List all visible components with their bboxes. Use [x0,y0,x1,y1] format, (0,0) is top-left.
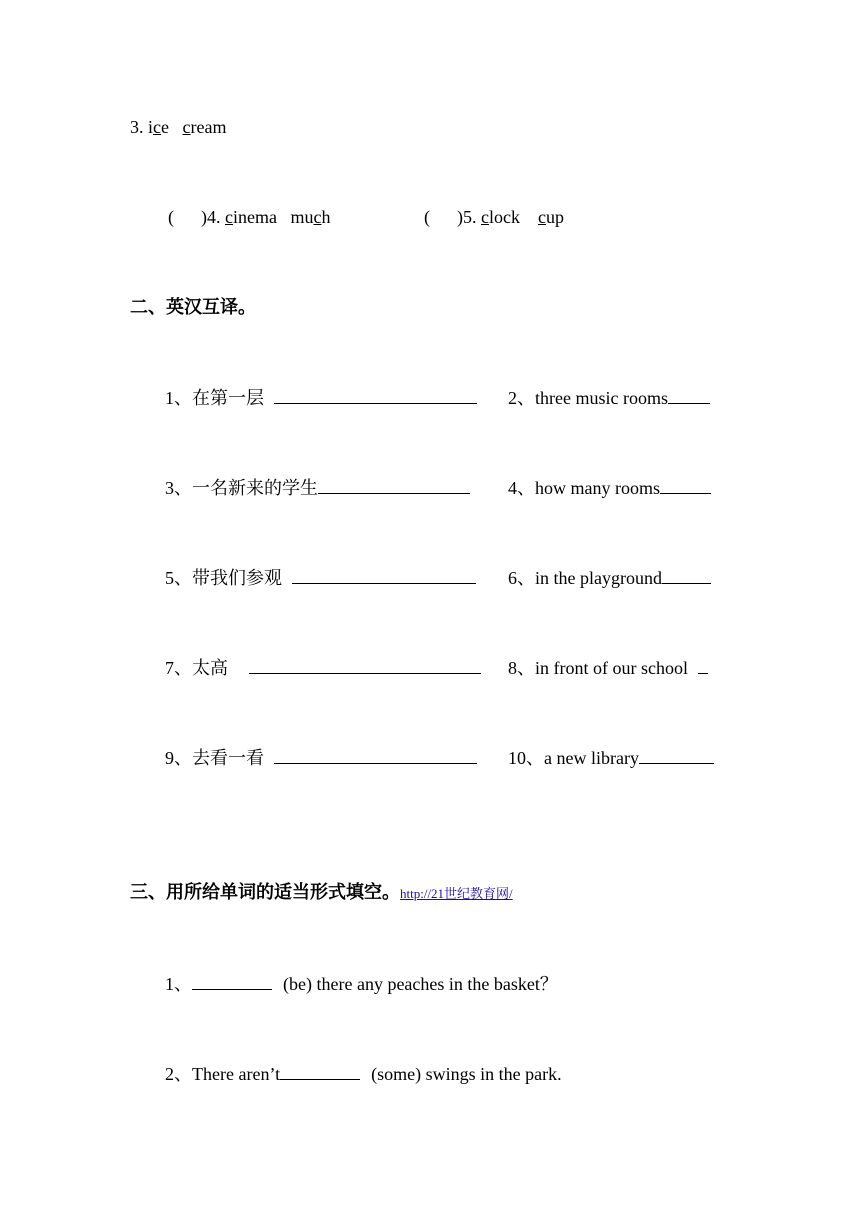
item-6-text: 6、in the playground [508,568,662,588]
translation-item-10 [508,746,714,769]
item5-gap [520,207,538,227]
q1-text: (be) there any peaches in the basket？ [283,974,558,994]
item-4-text: 4、how many rooms [508,478,660,498]
q2-answer-blank[interactable] [280,1062,360,1080]
item-1-text: 1、在第一层 [165,388,264,408]
item3-suffix: ream [190,117,227,137]
item-3-text: 3、一名新来的学生 [165,478,318,498]
item4-word1-rest: inema [233,207,277,227]
item5-word2-rest: up [546,207,564,227]
fill-question-2 [165,1062,562,1085]
item5-word1-rest: lock [489,207,520,227]
phonics-item-4 [168,206,331,228]
item5-number: 5. [463,207,481,227]
item-8-answer-blank[interactable] [698,656,708,674]
item5-answer-paren[interactable]: ( ) [424,207,463,227]
phonics-item-3 [130,116,227,138]
q2-prefix: 2、There aren’t [165,1064,281,1084]
item4-gap: mu [276,207,314,227]
translation-item-1 [165,386,477,409]
item-2-text: 2、three music rooms [508,388,668,408]
translation-item-8 [508,656,708,679]
item5-underlined-letter-1: c [481,207,489,227]
q2-text: (some) swings in the park. [371,1064,562,1084]
translation-item-7 [165,656,481,679]
item3-middle: e [161,117,183,137]
item3-underlined-letter-1: c [153,117,162,137]
translation-item-2 [508,386,710,409]
item4-underlined-letter-2: c [313,207,322,227]
item4-word2-rest: h [321,207,331,227]
item-10-text: 10、a new library [508,748,639,768]
item-10-answer-blank[interactable] [639,746,714,764]
item-2-answer-blank[interactable] [668,386,710,404]
fill-question-1 [165,972,558,995]
item5-underlined-letter-2: c [538,207,546,227]
translation-item-5 [165,566,476,589]
translation-item-4 [508,476,711,499]
translation-item-9 [165,746,477,769]
item4-underlined-letter-1: c [225,207,233,227]
source-link[interactable]: http://21世纪教育网/ [400,886,513,901]
item4-answer-paren[interactable]: ( ) [168,207,207,227]
section-2-heading: 二、英汉互译。 [130,297,256,318]
phonics-item-5 [424,206,564,228]
q1-number: 1、 [165,974,192,994]
section-3-heading: 三、用所给单词的适当形式填空。 [130,882,400,903]
item-4-answer-blank[interactable] [660,476,711,494]
q1-answer-blank[interactable] [192,972,272,990]
item-5-answer-blank[interactable] [292,566,476,584]
translation-item-3 [165,476,470,499]
item-9-answer-blank[interactable] [274,746,477,764]
item3-prefix: 3. i [130,117,154,137]
item-3-answer-blank[interactable] [318,476,470,494]
translation-item-6 [508,566,711,589]
item-5-text: 5、带我们参观 [165,568,282,588]
item4-number: 4. [207,207,225,227]
item-7-text: 7、太高 [165,658,228,678]
item-9-text: 9、去看一看 [165,748,264,768]
item3-underlined-letter-2: c [182,117,191,137]
item-8-text: 8、in front of our school [508,658,688,678]
item-1-answer-blank[interactable] [274,386,477,404]
item-6-answer-blank[interactable] [662,566,711,584]
item-7-answer-blank[interactable] [249,656,481,674]
section-3-heading-row [130,882,513,905]
